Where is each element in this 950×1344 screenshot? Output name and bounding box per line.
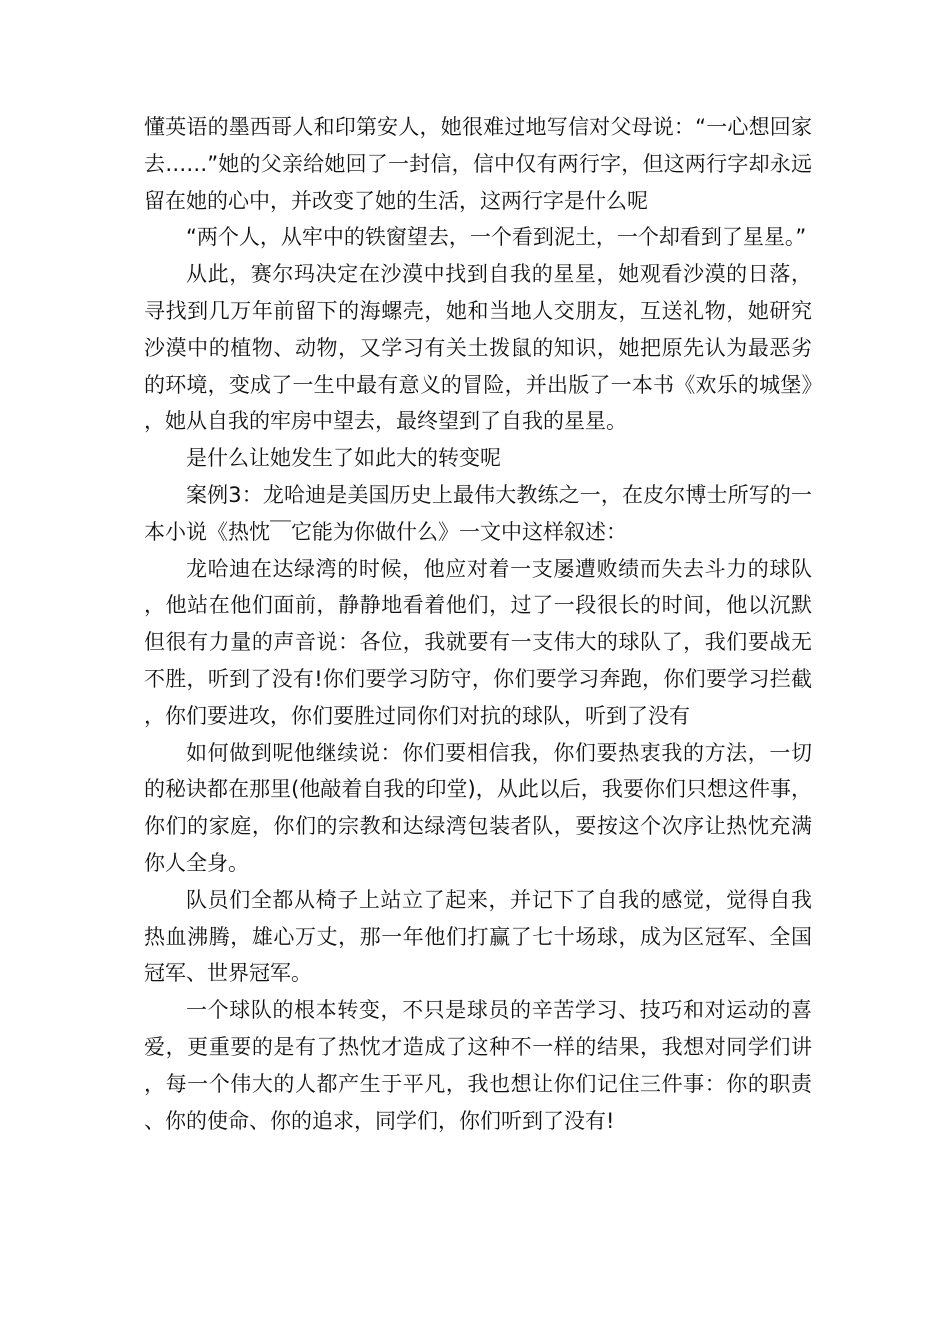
- paragraph-6: 龙哈迪在达绿湾的时候，他应对着一支屡遭败绩而失去斗力的球队，他站在他们面前，静静地看着他们，过了一段很长的时间，他以沉默但很有力量的声音说：各位，我就要有一支伟大的球队了，我们要战无不胜，听到了没有!你们要学习防守，你们要学习奔跑，你们要学习拦截，你们要进攻，你们要胜过同你们对抗的球队，听到了没有: [144, 556, 812, 728]
- paragraph-5: 案例3：龙哈迪是美国历史上最伟大教练之一，在皮尔博士所写的一本小说《热忱￣它能为你做什么》一文中这样叙述：: [144, 482, 812, 544]
- paragraph-8: 队员们全都从椅子上站立了起来，并记下了自我的感觉，觉得自我热血沸腾，雄心万丈，那一年他们打赢了七十场球，成为区冠军、全国冠军、世界冠军。: [144, 887, 812, 986]
- paragraph-4: 是什么让她发生了如此大的转变呢: [186, 446, 501, 471]
- paragraph-9: 一个球队的根本转变，不只是球员的辛苦学习、技巧和对运动的喜爱，更重要的是有了热忱才造成了这种不一样的结果，我想对同学们讲，每一个伟大的人都产生于平凡，我也想让你们记住三件事：你的职责、你的使命、你的追求，同学们，你们听到了没有!: [144, 998, 812, 1133]
- paragraph-7: 如何做到呢他继续说：你们要相信我，你们要热衷我的方法，一切的秘诀都在那里(他敲着自我的印堂)，从此以后，我要你们只想这件事，你们的家庭，你们的宗教和达绿湾包装者队，要按这个次序让热忱充满你人全身。: [144, 740, 812, 875]
- paragraph-2: “两个人，从牢中的铁窗望去，一个看到泥土，一个却看到了星星。”: [186, 225, 807, 250]
- document-body: [144, 109, 812, 1139]
- paragraph-3: 从此，赛尔玛决定在沙漠中找到自我的星星，她观看沙漠的日落，寻找到几万年前留下的海螺壳，她和当地人交朋友，互送礼物，她研究沙漠中的植物、动物，又学习有关土拨鼠的知识，她把原先认为最恶劣的环境，变成了一生中最有意义的冒险，并出版了一本书《欢乐的城堡》，她从自我的牢房中望去，最终望到了自我的星星。: [144, 262, 812, 434]
- paragraph-1: 懂英语的墨西哥人和印第安人，她很难过地写信对父母说：“一心想回家去……”她的父亲给她回了一封信，信中仅有两行字，但这两行字却永远留在她的心中，并改变了她的生活，这两行字是什么呢: [144, 115, 812, 213]
